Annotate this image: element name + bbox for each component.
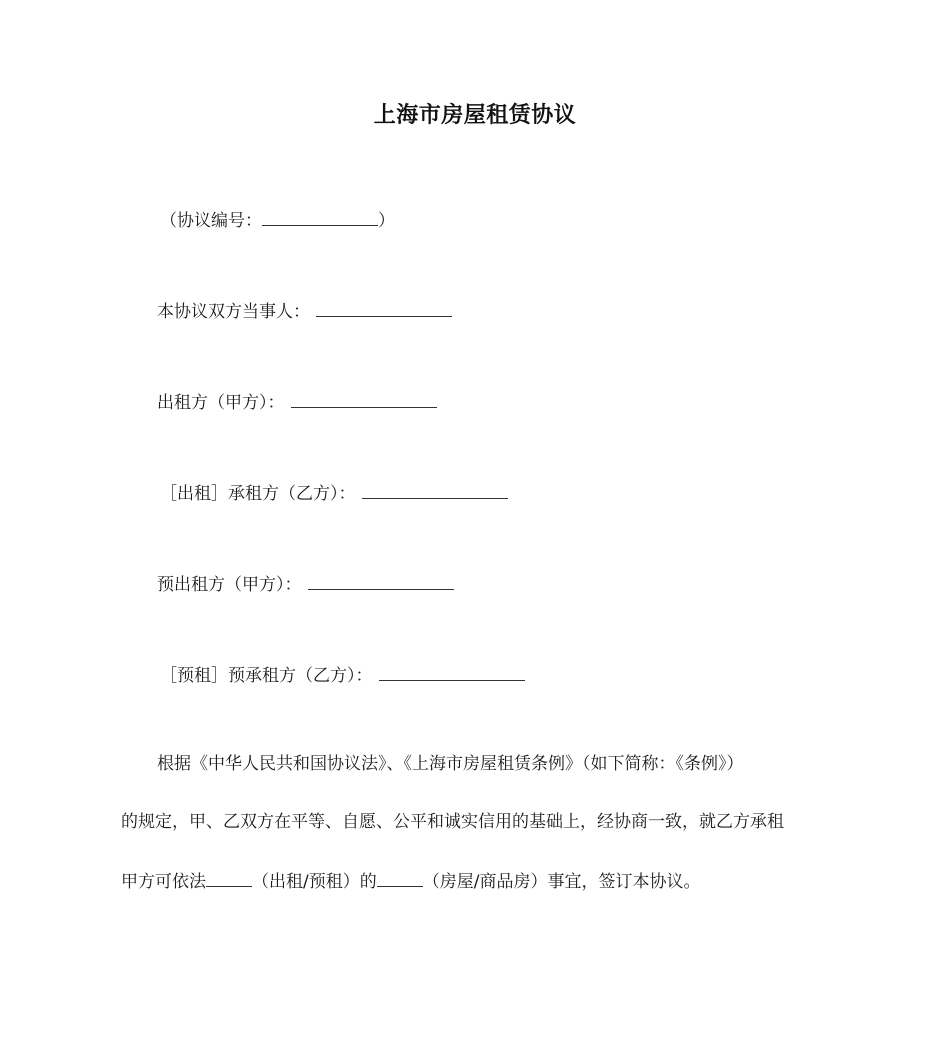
- paragraph-line-1: 根据《中华人民共和国协议法》、《上海市房屋租赁条例》（如下简称：《条例》）: [157, 754, 744, 774]
- lessee-line: [160, 480, 508, 506]
- parties-blank[interactable]: [316, 298, 452, 317]
- paragraph-line-3-part-c: （房屋/商品房）事宜，签订本协议。: [422, 872, 701, 892]
- agreement-number-prefix: （协议编号：: [160, 211, 262, 231]
- document-title: 上海市房屋租赁协议: [373, 103, 577, 128]
- paragraph-line-3-part-b: （出租/预租）的: [252, 872, 377, 892]
- paragraph-line-3-part-a: 甲方可依法: [121, 872, 206, 892]
- parties-line: [157, 298, 452, 324]
- pre-lessee-label: ［预租］预承租方（乙方）：: [160, 666, 373, 686]
- lease-type-blank[interactable]: [206, 868, 252, 887]
- pre-lessee-blank[interactable]: [379, 662, 525, 681]
- pre-lessor-blank[interactable]: [308, 571, 454, 590]
- lessee-blank[interactable]: [362, 480, 508, 499]
- paragraph-line-3: [121, 868, 841, 894]
- agreement-number-blank[interactable]: [262, 207, 378, 226]
- lessee-label: ［出租］承租方（乙方）：: [160, 484, 356, 504]
- pre-lessee-line: [160, 662, 525, 688]
- pre-lessor-line: [157, 571, 454, 597]
- agreement-number-line: [160, 207, 395, 233]
- parties-label: 本协议双方当事人：: [157, 302, 310, 322]
- pre-lessor-label: 预出租方（甲方）：: [157, 575, 302, 595]
- property-type-blank[interactable]: [377, 868, 423, 887]
- agreement-number-suffix: ）: [378, 211, 395, 231]
- lessor-label: 出租方（甲方）：: [157, 393, 285, 413]
- paragraph-line-2: 的规定，甲、乙双方在平等、自愿、公平和诚实信用的基础上，经协商一致，就乙方承租: [121, 812, 784, 832]
- lessor-line: [157, 389, 437, 415]
- lessor-blank[interactable]: [291, 389, 437, 408]
